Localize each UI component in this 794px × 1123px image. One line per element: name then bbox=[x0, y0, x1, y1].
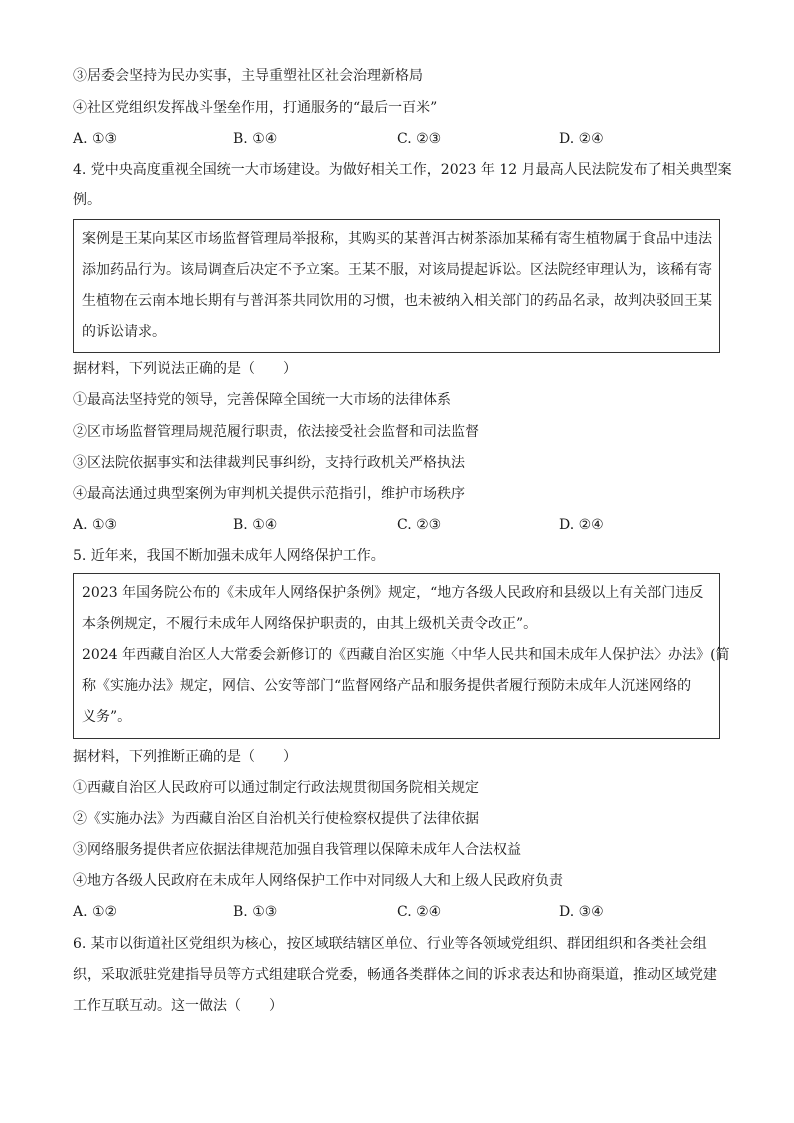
q4-stem-line-1: 4. 党中央高度重视全国统一大市场建设。为做好相关工作，2023 年 12 月最高人民法院发布了相关典型案 bbox=[73, 162, 732, 178]
option-a[interactable]: A. ①② bbox=[73, 904, 118, 920]
material-line: 案例是王某向某区市场监督管理局举报称，其购买的某普洱古树茶添加某稀有寄生植物属于食品中违法 bbox=[82, 231, 712, 247]
option-c[interactable]: C. ②③ bbox=[397, 131, 442, 147]
option-a[interactable]: A. ①③ bbox=[73, 131, 118, 147]
q4-stem-line-2: 例。 bbox=[73, 192, 101, 208]
q3-options bbox=[73, 129, 673, 149]
option-d[interactable]: D. ③④ bbox=[559, 904, 604, 920]
option-c[interactable]: C. ②④ bbox=[397, 904, 442, 920]
q4-statement-1: ①最高法坚持党的领导，完善保障全国统一大市场的法律体系 bbox=[73, 392, 451, 408]
q5-statement-3: ③网络服务提供者应依据法律规范加强自我管理以保障未成年人合法权益 bbox=[73, 842, 521, 858]
q5-stem: 5. 近年来，我国不断加强未成年人网络保护工作。 bbox=[73, 548, 385, 564]
q5-statement-2: ②《实施办法》为西藏自治区自治机关行使检察权提供了法律依据 bbox=[73, 811, 479, 827]
q4-material-box bbox=[73, 219, 720, 353]
statement-3: ③居委会坚持为民办实事，主导重塑社区社会治理新格局 bbox=[73, 68, 423, 84]
material-line: 称《实施办法》规定，网信、公安等部门“监督网络产品和服务提供者履行预防未成年人沉迷网络的 bbox=[82, 678, 692, 694]
q5-statement-4: ④地方各级人民政府在未成年人网络保护工作中对同级人大和上级人民政府负责 bbox=[73, 873, 563, 889]
statement-4: ④社区党组织发挥战斗堡垒作用，打通服务的“最后一百米” bbox=[73, 100, 438, 116]
q6-stem-line-1: 6. 某市以街道社区党组织为核心，按区域联结辖区单位、行业等各领域党组织、群团组织和各类社会组 bbox=[73, 936, 707, 952]
option-a[interactable]: A. ①③ bbox=[73, 517, 118, 533]
q5-question: 据材料，下列推断正确的是（ ） bbox=[73, 749, 297, 765]
option-d[interactable]: D. ②④ bbox=[559, 131, 604, 147]
material-line: 2023 年国务院公布的《未成年人网络保护条例》规定，“地方各级人民政府和县级以上有关部门违反 bbox=[82, 585, 704, 601]
option-b[interactable]: B. ①④ bbox=[233, 131, 278, 147]
material-line: 本条例规定，不履行未成年人网络保护职责的，由其上级机关责令改正”。 bbox=[82, 616, 538, 632]
q6-stem-line-2: 织，采取派驻党建指导员等方式组建联合党委，畅通各类群体之间的诉求表达和协商渠道，推动区域党建 bbox=[73, 967, 717, 983]
material-line: 添加药品行为。该局调查后决定不予立案。王某不服，对该局提起诉讼。区法院经审理认为，该稀有寄 bbox=[82, 262, 712, 278]
q5-statement-1: ①西藏自治区人民政府可以通过制定行政法规贯彻国务院相关规定 bbox=[73, 780, 479, 796]
q6-stem-line-3: 工作互联互动。这一做法（ ） bbox=[73, 998, 283, 1014]
q5-options bbox=[73, 902, 673, 922]
option-c[interactable]: C. ②③ bbox=[397, 517, 442, 533]
q4-statement-4: ④最高法通过典型案例为审判机关提供示范指引，维护市场秩序 bbox=[73, 486, 465, 502]
option-b[interactable]: B. ①③ bbox=[233, 904, 278, 920]
option-b[interactable]: B. ①④ bbox=[233, 517, 278, 533]
q4-statement-3: ③区法院依据事实和法律裁判民事纠纷，支持行政机关严格执法 bbox=[73, 455, 465, 471]
q4-question: 据材料，下列说法正确的是（ ） bbox=[73, 361, 297, 377]
material-line: 的诉讼请求。 bbox=[82, 324, 166, 340]
material-line: 生植物在云南本地长期有与普洱茶共同饮用的习惯，也未被纳入相关部门的药品名录，故判决驳回王某 bbox=[82, 293, 712, 309]
q4-options bbox=[73, 515, 673, 535]
option-d[interactable]: D. ②④ bbox=[559, 517, 604, 533]
material-line: 2024 年西藏自治区人大常委会新修订的《西藏自治区实施〈中华人民共和国未成年人保护法〉办法》(简 bbox=[82, 647, 730, 663]
q4-statement-2: ②区市场监督管理局规范履行职责，依法接受社会监督和司法监督 bbox=[73, 424, 479, 440]
q5-material-box bbox=[73, 573, 730, 739]
material-line: 义务”。 bbox=[82, 709, 132, 725]
